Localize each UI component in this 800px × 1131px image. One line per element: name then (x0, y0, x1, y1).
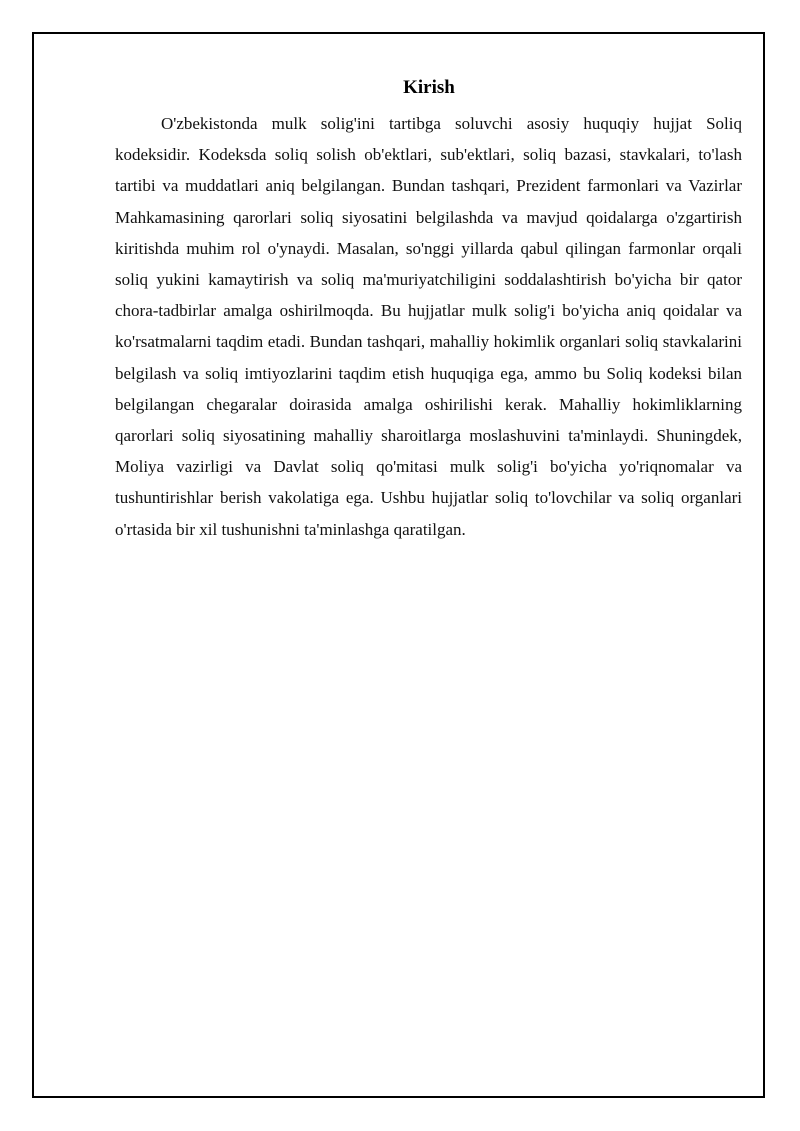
page-title: Kirish (403, 77, 455, 98)
body-paragraph: O'zbekistonda mulk solig'ini tartibga soluvchi asosiy huquqiy hujjat Soliq kodeksidir. Kodeksda soliq solish ob'ektlari, sub'ektlari, soliq bazasi, stavkalari, to'lash tartibi va muddatlari aniq belgilangan. Bundan tashqari, Prezident farmonlari va Vazirlar Mahkamasining qarorlari soliq siyosatini belgilashda va mavjud qoidalarga o'zgartirish kiritishda muhim rol o'ynaydi. Masalan, so'nggi yillarda qabul qilingan farmonlar orqali soliq yukini kamaytirish va soliq ma'muriyatchiligini soddalashtirish bo'yicha bir qator chora-tadbirlar amalga oshirilmoqda. Bu hujjatlar mulk solig'i bo'yicha aniq qoidalar va ko'rsatmalarni taqdim etadi. Bundan tashqari, mahalliy hokimlik organlari soliq stavkalarini belgilash va soliq imtiyozlarini taqdim etish huquqiga ega, ammo bu Soliq kodeksi bilan belgilangan chegaralar doirasida amalga oshirilishi kerak. Mahalliy hokimliklarning qarorlari soliq siyosatining mahalliy sharoitlarga moslashuvini ta'minlaydi. Shuningdek, Moliya vazirligi va Davlat soliq qo'mitasi mulk solig'i bo'yicha yo'riqnomalar va tushuntirishlar berish vakolatiga ega. Ushbu hujjatlar soliq to'lovchilar va soliq organlari o'rtasida bir xil tushunishni ta'minlashga qaratilgan. (115, 114, 742, 539)
